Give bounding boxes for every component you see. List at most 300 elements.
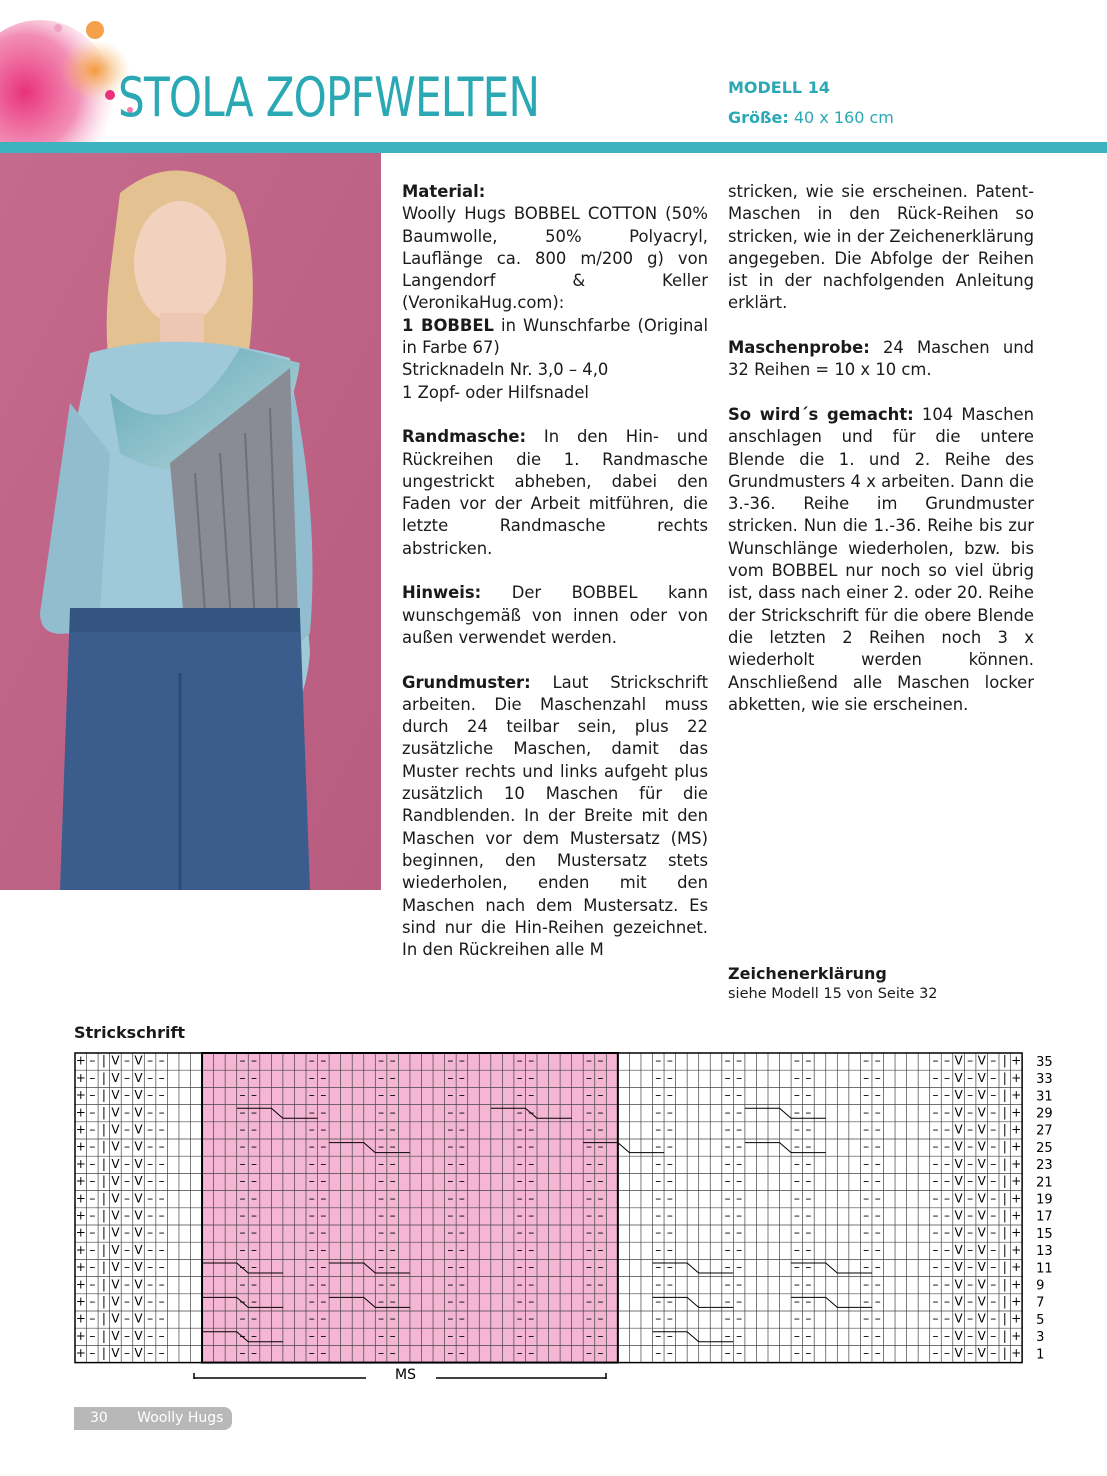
svg-text:–: –	[863, 1191, 870, 1206]
svg-text:V: V	[977, 1156, 986, 1171]
svg-text:–: –	[597, 1088, 604, 1103]
svg-text:–: –	[990, 1174, 997, 1189]
chart-title: Strickschrift	[74, 1023, 186, 1042]
svg-text:–: –	[874, 1328, 881, 1343]
row-label: 11	[1036, 1261, 1053, 1277]
row-label: 23	[1036, 1158, 1053, 1174]
svg-text:–: –	[863, 1294, 870, 1309]
svg-text:–: –	[378, 1328, 385, 1343]
svg-text:–: –	[389, 1139, 396, 1154]
svg-text:–: –	[874, 1122, 881, 1137]
svg-text:–: –	[89, 1174, 96, 1189]
svg-text:–: –	[516, 1053, 523, 1068]
svg-text:–: –	[932, 1174, 939, 1189]
svg-text:–: –	[944, 1053, 951, 1068]
svg-text:V: V	[111, 1346, 120, 1361]
svg-text:–: –	[89, 1328, 96, 1343]
svg-text:–: –	[655, 1122, 662, 1137]
svg-text:|: |	[1002, 1156, 1007, 1171]
svg-text:–: –	[597, 1070, 604, 1085]
svg-text:V: V	[134, 1070, 143, 1085]
svg-text:–: –	[447, 1328, 454, 1343]
svg-text:+: +	[75, 1191, 86, 1206]
svg-text:–: –	[147, 1088, 154, 1103]
svg-text:–: –	[89, 1156, 96, 1171]
svg-text:–: –	[528, 1174, 535, 1189]
svg-text:–: –	[458, 1311, 465, 1326]
svg-text:–: –	[89, 1053, 96, 1068]
row-label: 7	[1036, 1295, 1045, 1311]
svg-text:–: –	[597, 1242, 604, 1257]
svg-text:–: –	[967, 1174, 974, 1189]
svg-text:|: |	[1002, 1105, 1007, 1120]
svg-text:–: –	[944, 1294, 951, 1309]
svg-text:–: –	[944, 1277, 951, 1292]
svg-text:–: –	[308, 1156, 315, 1171]
svg-text:–: –	[378, 1242, 385, 1257]
svg-text:–: –	[655, 1070, 662, 1085]
svg-text:–: –	[932, 1328, 939, 1343]
svg-text:–: –	[89, 1277, 96, 1292]
svg-text:–: –	[528, 1122, 535, 1137]
svg-text:|: |	[1002, 1242, 1007, 1257]
randmasche-text: In den Hin- und Rückreihen die 1. Randmasche ungestrickt abheben, dabei den Faden vor der Arbeit mitführen, die letzte Randmasche rechts abstricken.	[402, 427, 708, 558]
svg-text:V: V	[134, 1346, 143, 1361]
header-rule	[0, 142, 1107, 153]
svg-text:–: –	[863, 1346, 870, 1361]
svg-text:V: V	[977, 1053, 986, 1068]
svg-text:–: –	[239, 1088, 246, 1103]
svg-text:V: V	[134, 1242, 143, 1257]
svg-text:–: –	[805, 1174, 812, 1189]
svg-text:–: –	[597, 1225, 604, 1240]
svg-text:–: –	[389, 1208, 396, 1223]
svg-text:–: –	[666, 1346, 673, 1361]
svg-text:+: +	[1011, 1346, 1022, 1361]
svg-text:–: –	[239, 1122, 246, 1137]
svg-text:+: +	[1011, 1070, 1022, 1085]
svg-text:–: –	[944, 1070, 951, 1085]
svg-text:–: –	[516, 1122, 523, 1137]
svg-text:–: –	[967, 1311, 974, 1326]
svg-text:–: –	[793, 1053, 800, 1068]
svg-text:–: –	[736, 1208, 743, 1223]
svg-text:–: –	[944, 1208, 951, 1223]
svg-text:–: –	[389, 1242, 396, 1257]
svg-text:–: –	[863, 1088, 870, 1103]
svg-text:–: –	[585, 1225, 592, 1240]
svg-text:–: –	[990, 1088, 997, 1103]
svg-text:–: –	[793, 1277, 800, 1292]
svg-text:–: –	[308, 1277, 315, 1292]
svg-text:+: +	[1011, 1191, 1022, 1206]
svg-text:+: +	[1011, 1053, 1022, 1068]
svg-text:–: –	[874, 1346, 881, 1361]
svg-text:|: |	[101, 1294, 106, 1309]
svg-text:–: –	[251, 1277, 258, 1292]
svg-text:–: –	[458, 1088, 465, 1103]
svg-text:–: –	[158, 1277, 165, 1292]
svg-text:–: –	[724, 1208, 731, 1223]
svg-text:–: –	[378, 1294, 385, 1309]
svg-text:–: –	[666, 1191, 673, 1206]
svg-text:–: –	[447, 1225, 454, 1240]
svg-text:V: V	[111, 1174, 120, 1189]
svg-text:–: –	[793, 1208, 800, 1223]
svg-text:V: V	[111, 1311, 120, 1326]
page-number: 30	[90, 1410, 122, 1426]
svg-text:–: –	[389, 1294, 396, 1309]
svg-text:–: –	[378, 1191, 385, 1206]
svg-text:–: –	[944, 1225, 951, 1240]
svg-text:–: –	[378, 1105, 385, 1120]
svg-text:–: –	[89, 1225, 96, 1240]
svg-text:–: –	[874, 1260, 881, 1275]
svg-text:–: –	[147, 1174, 154, 1189]
svg-text:–: –	[666, 1242, 673, 1257]
svg-text:–: –	[805, 1105, 812, 1120]
svg-text:–: –	[516, 1139, 523, 1154]
svg-text:–: –	[805, 1294, 812, 1309]
svg-text:–: –	[736, 1139, 743, 1154]
svg-text:–: –	[736, 1294, 743, 1309]
svg-text:–: –	[320, 1122, 327, 1137]
svg-text:–: –	[736, 1053, 743, 1068]
svg-text:–: –	[251, 1070, 258, 1085]
svg-text:–: –	[944, 1242, 951, 1257]
svg-text:–: –	[805, 1225, 812, 1240]
svg-text:|: |	[101, 1260, 106, 1275]
svg-text:–: –	[516, 1156, 523, 1171]
svg-text:–: –	[863, 1156, 870, 1171]
svg-text:–: –	[308, 1225, 315, 1240]
svg-text:–: –	[320, 1139, 327, 1154]
svg-text:–: –	[123, 1139, 130, 1154]
svg-text:–: –	[239, 1242, 246, 1257]
svg-text:–: –	[990, 1122, 997, 1137]
svg-text:V: V	[977, 1174, 986, 1189]
svg-text:–: –	[123, 1242, 130, 1257]
svg-text:–: –	[666, 1260, 673, 1275]
svg-text:–: –	[378, 1156, 385, 1171]
svg-text:–: –	[239, 1208, 246, 1223]
svg-text:–: –	[597, 1139, 604, 1154]
svg-text:–: –	[805, 1208, 812, 1223]
svg-text:–: –	[863, 1174, 870, 1189]
svg-text:–: –	[944, 1156, 951, 1171]
sowirds-text: 104 Maschen anschlagen und für die untere Blende die 1. und 2. Reihe des Grundmusters 4 x arbeiten. Dann die 3.-36. Reihe im Grundmuster stricken. Nun die 1.-36. Reihe bis zur Wunschlänge wiederholen, bzw. bis vom BOBBEL nur noch so viel übrig ist, dass nach einer 2. oder 20. Reihe der Strickschrift für die obere Blende die letzten 2 Reihen noch 3 x wiederholt werden können. Anschließend alle Maschen locker abketten, wie sie erscheinen.	[728, 404, 1034, 714]
svg-text:–: –	[805, 1311, 812, 1326]
svg-text:–: –	[805, 1277, 812, 1292]
svg-text:–: –	[597, 1191, 604, 1206]
svg-text:V: V	[954, 1346, 963, 1361]
svg-text:–: –	[932, 1070, 939, 1085]
svg-text:V: V	[134, 1191, 143, 1206]
svg-text:–: –	[516, 1070, 523, 1085]
svg-text:|: |	[1002, 1260, 1007, 1275]
bobbel-text: in Wunschfarbe (Original in Farbe 67)	[402, 315, 709, 358]
svg-text:–: –	[158, 1208, 165, 1223]
svg-text:–: –	[724, 1346, 731, 1361]
svg-text:–: –	[967, 1053, 974, 1068]
svg-text:–: –	[736, 1346, 743, 1361]
svg-text:–: –	[967, 1294, 974, 1309]
svg-text:–: –	[863, 1070, 870, 1085]
svg-text:–: –	[320, 1294, 327, 1309]
svg-text:+: +	[1011, 1208, 1022, 1223]
hinweis-text: Der BOBBEL kann wunschgemäß von innen oder von außen verwendet werden.	[402, 583, 708, 647]
cable-needle-text: 1 Zopf- oder Hilfsnadel	[402, 382, 589, 402]
svg-text:+: +	[75, 1105, 86, 1120]
svg-text:V: V	[134, 1088, 143, 1103]
svg-text:–: –	[516, 1277, 523, 1292]
svg-text:–: –	[874, 1174, 881, 1189]
svg-text:+: +	[1011, 1277, 1022, 1292]
row-label: 5	[1036, 1312, 1045, 1328]
svg-text:V: V	[111, 1070, 120, 1085]
row-label: 13	[1036, 1244, 1053, 1260]
svg-text:–: –	[251, 1105, 258, 1120]
svg-text:–: –	[666, 1225, 673, 1240]
svg-text:V: V	[111, 1225, 120, 1240]
svg-text:|: |	[1002, 1139, 1007, 1154]
svg-text:–: –	[458, 1174, 465, 1189]
svg-text:–: –	[585, 1328, 592, 1343]
svg-text:–: –	[967, 1242, 974, 1257]
svg-text:–: –	[736, 1191, 743, 1206]
svg-text:V: V	[977, 1225, 986, 1240]
svg-text:–: –	[123, 1070, 130, 1085]
svg-text:–: –	[239, 1311, 246, 1326]
svg-text:–: –	[874, 1088, 881, 1103]
svg-text:+: +	[1011, 1156, 1022, 1171]
svg-text:–: –	[655, 1294, 662, 1309]
svg-text:–: –	[736, 1174, 743, 1189]
svg-text:V: V	[954, 1122, 963, 1137]
svg-text:–: –	[805, 1122, 812, 1137]
svg-text:–: –	[932, 1156, 939, 1171]
svg-text:–: –	[863, 1105, 870, 1120]
svg-text:–: –	[123, 1208, 130, 1223]
svg-text:–: –	[585, 1191, 592, 1206]
svg-text:|: |	[101, 1105, 106, 1120]
svg-text:+: +	[75, 1053, 86, 1068]
svg-text:+: +	[75, 1174, 86, 1189]
svg-text:–: –	[724, 1139, 731, 1154]
svg-text:|: |	[101, 1070, 106, 1085]
svg-text:–: –	[239, 1328, 246, 1343]
svg-text:–: –	[932, 1242, 939, 1257]
svg-text:–: –	[655, 1208, 662, 1223]
svg-text:–: –	[967, 1260, 974, 1275]
svg-text:V: V	[134, 1311, 143, 1326]
svg-text:–: –	[585, 1139, 592, 1154]
svg-text:|: |	[101, 1311, 106, 1326]
svg-text:–: –	[158, 1242, 165, 1257]
svg-text:–: –	[123, 1311, 130, 1326]
svg-text:+: +	[75, 1139, 86, 1154]
svg-text:+: +	[75, 1311, 86, 1326]
svg-text:V: V	[111, 1294, 120, 1309]
svg-text:V: V	[954, 1174, 963, 1189]
svg-text:–: –	[89, 1139, 96, 1154]
svg-text:–: –	[378, 1346, 385, 1361]
svg-text:–: –	[967, 1346, 974, 1361]
svg-text:V: V	[111, 1122, 120, 1137]
svg-text:–: –	[239, 1294, 246, 1309]
svg-text:–: –	[528, 1070, 535, 1085]
svg-text:+: +	[1011, 1242, 1022, 1257]
svg-text:–: –	[123, 1191, 130, 1206]
svg-text:–: –	[967, 1070, 974, 1085]
svg-text:V: V	[134, 1225, 143, 1240]
knitting-chart	[60, 1045, 1090, 1390]
svg-text:–: –	[724, 1191, 731, 1206]
instructions-column-1	[402, 181, 708, 984]
svg-text:–: –	[528, 1346, 535, 1361]
svg-text:|: |	[1002, 1053, 1007, 1068]
svg-text:–: –	[805, 1191, 812, 1206]
svg-text:–: –	[89, 1105, 96, 1120]
svg-text:–: –	[458, 1122, 465, 1137]
svg-text:–: –	[655, 1225, 662, 1240]
svg-text:–: –	[147, 1311, 154, 1326]
svg-text:–: –	[123, 1225, 130, 1240]
svg-text:V: V	[977, 1070, 986, 1085]
svg-text:–: –	[251, 1328, 258, 1343]
svg-text:–: –	[389, 1191, 396, 1206]
svg-text:–: –	[793, 1139, 800, 1154]
svg-text:–: –	[990, 1208, 997, 1223]
svg-text:–: –	[158, 1139, 165, 1154]
svg-text:V: V	[111, 1328, 120, 1343]
svg-text:–: –	[874, 1053, 881, 1068]
material-label: Material:	[402, 182, 486, 201]
svg-text:–: –	[516, 1311, 523, 1326]
svg-text:–: –	[793, 1311, 800, 1326]
svg-text:–: –	[793, 1294, 800, 1309]
svg-text:–: –	[793, 1328, 800, 1343]
svg-text:–: –	[736, 1156, 743, 1171]
svg-text:+: +	[1011, 1139, 1022, 1154]
svg-text:+: +	[1011, 1311, 1022, 1326]
svg-text:–: –	[458, 1328, 465, 1343]
svg-text:–: –	[944, 1174, 951, 1189]
svg-text:–: –	[89, 1294, 96, 1309]
svg-text:–: –	[147, 1191, 154, 1206]
svg-text:–: –	[666, 1328, 673, 1343]
svg-text:–: –	[585, 1260, 592, 1275]
svg-text:–: –	[147, 1242, 154, 1257]
svg-text:–: –	[378, 1208, 385, 1223]
svg-text:–: –	[528, 1294, 535, 1309]
svg-text:–: –	[528, 1311, 535, 1326]
row-label: 9	[1036, 1278, 1045, 1294]
svg-text:|: |	[1002, 1328, 1007, 1343]
svg-text:–: –	[585, 1070, 592, 1085]
svg-text:V: V	[954, 1277, 963, 1292]
svg-text:–: –	[863, 1242, 870, 1257]
svg-text:–: –	[793, 1242, 800, 1257]
svg-text:|: |	[101, 1156, 106, 1171]
svg-text:+: +	[75, 1277, 86, 1292]
svg-text:V: V	[954, 1156, 963, 1171]
svg-text:–: –	[147, 1225, 154, 1240]
svg-text:V: V	[977, 1191, 986, 1206]
grundmuster-text: Laut Strickschrift arbeiten. Die Maschenzahl muss durch 24 teilbar sein, plus 22 zusätzliche Maschen, damit das Muster rechts und links aufgeht plus zusätzlich 10 Maschen für die Randblenden. In der Breite mit den Maschen vor dem Mustersatz (MS) beginnen, den Mustersatz stets wiederholen, enden mit den Maschen nach dem Mustersatz. Es sind nur die Hin-Reihen gezeichnet. In den Rückreihen alle M	[402, 672, 708, 960]
svg-text:–: –	[990, 1053, 997, 1068]
svg-text:–: –	[990, 1346, 997, 1361]
svg-text:–: –	[932, 1225, 939, 1240]
svg-text:–: –	[239, 1191, 246, 1206]
svg-text:–: –	[597, 1328, 604, 1343]
svg-text:–: –	[251, 1260, 258, 1275]
row-label: 3	[1036, 1330, 1045, 1346]
svg-text:–: –	[389, 1070, 396, 1085]
svg-text:–: –	[447, 1122, 454, 1137]
svg-text:+: +	[75, 1328, 86, 1343]
svg-text:–: –	[447, 1053, 454, 1068]
svg-text:|: |	[1002, 1070, 1007, 1085]
svg-text:–: –	[793, 1225, 800, 1240]
svg-text:–: –	[597, 1294, 604, 1309]
svg-text:–: –	[585, 1088, 592, 1103]
svg-text:|: |	[1002, 1088, 1007, 1103]
svg-text:V: V	[134, 1174, 143, 1189]
svg-text:–: –	[863, 1053, 870, 1068]
svg-text:+: +	[75, 1088, 86, 1103]
chart-grid	[75, 1053, 1022, 1363]
svg-text:–: –	[389, 1105, 396, 1120]
svg-text:–: –	[585, 1156, 592, 1171]
svg-text:–: –	[736, 1277, 743, 1292]
svg-text:V: V	[977, 1139, 986, 1154]
svg-text:–: –	[805, 1156, 812, 1171]
row-label: 19	[1036, 1192, 1053, 1208]
svg-text:V: V	[954, 1328, 963, 1343]
svg-text:–: –	[990, 1105, 997, 1120]
svg-text:–: –	[320, 1208, 327, 1223]
svg-text:–: –	[793, 1105, 800, 1120]
svg-text:–: –	[666, 1294, 673, 1309]
svg-text:–: –	[736, 1122, 743, 1137]
svg-text:–: –	[793, 1070, 800, 1085]
svg-text:–: –	[320, 1225, 327, 1240]
svg-text:–: –	[447, 1191, 454, 1206]
svg-text:–: –	[516, 1242, 523, 1257]
svg-text:–: –	[655, 1311, 662, 1326]
svg-text:–: –	[158, 1070, 165, 1085]
svg-text:–: –	[666, 1174, 673, 1189]
svg-text:–: –	[528, 1105, 535, 1120]
svg-text:–: –	[724, 1294, 731, 1309]
svg-text:–: –	[389, 1225, 396, 1240]
svg-text:V: V	[977, 1311, 986, 1326]
svg-text:–: –	[308, 1260, 315, 1275]
legend-text: siehe Modell 15 von Seite 32	[728, 986, 938, 1002]
svg-text:–: –	[123, 1260, 130, 1275]
svg-text:–: –	[158, 1053, 165, 1068]
svg-text:+: +	[1011, 1174, 1022, 1189]
svg-text:–: –	[597, 1105, 604, 1120]
svg-text:–: –	[805, 1260, 812, 1275]
svg-text:–: –	[516, 1294, 523, 1309]
svg-text:–: –	[944, 1260, 951, 1275]
svg-text:–: –	[447, 1105, 454, 1120]
svg-text:–: –	[736, 1070, 743, 1085]
svg-text:–: –	[308, 1242, 315, 1257]
svg-text:–: –	[944, 1346, 951, 1361]
